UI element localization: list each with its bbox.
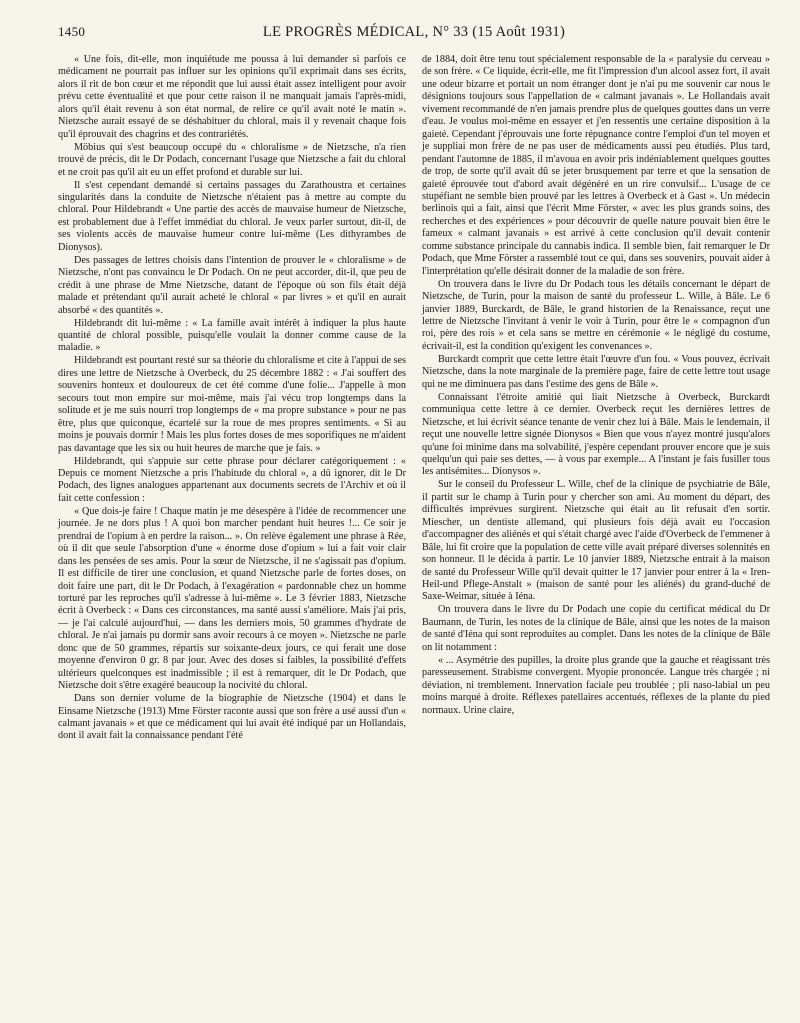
running-header	[58, 24, 770, 46]
paragraph: Hildebrandt, qui s'appuie sur cette phrase pour déclarer catégoriquement : « Depuis ce moment Nietzsche a pris l'habitude du chloral », a dû ignorer, dit le Dr Podach, des lignes analogues appartenant aux documents secrets de l'Archiv et où il fait cette confession :	[58, 455, 406, 504]
journal-title: LE PROGRÈS MÉDICAL, N° 33 (15 Août 1931)	[262, 24, 566, 40]
paragraph: « Une fois, dit-elle, mon inquiétude me poussa à lui demander si parfois ce médicament ne pourrait pas influer sur les opinions qu'il exprimait dans ses écrits, alors il rit de bon cœur et me répondit que lui aussi était assez intelligent pour avoir prévu cette éventualité et que pour cette raison il ne manquait jamais l'après-midi, alors qu'il était revenu à son état normal, de relire ce qu'il avait noté le matin ». Nietzsche aurait essayé de se déshabituer du chloral, mais il y revenait chaque fois qu'il éprouvait des chagrins et des contrariétés.	[58, 54, 406, 140]
paragraph: Sur le conseil du Professeur L. Wille, chef de la clinique de psychiatrie de Bâle, il partit sur le champ à Turin pour y chercher son ami. Au moment du départ, des difficultés imprévues surgirent. Nietzsche qui était au lit refusait d'en sortir. Miescher, un dentiste allemand, qui plusieurs fois déjà avait eu l'occasion d'accompagner des aliénés et qui s'était chargé avec l'aide d'Overbeck de l'emmener à Bâle, lui fit croire que la population de cette ville avait préparé diverses solennités en son honneur. Il le décida à partir. Le 10 janvier 1889, Nietzsche entrait à la maison de santé du Professeur Wille qu'il devait quitter le 17 janvier pour entrer à la « Iren-Heil-und Pflege-Anstalt » (maison de santé pour les aliénés) du grand-duché de Saxe-Weimar, située à Iéna.	[422, 479, 770, 603]
paragraph: Burckardt comprit que cette lettre était l'œuvre d'un fou. « Vous pouvez, écrivait Nietzsche, dans la note marginale de la première page, faire de cette lettre tout usage qui ne me diminuera pas dans l'estime des gens de Bâle ».	[422, 353, 770, 390]
paragraph: Hildebrandt dit lui-même : « La famille avait intérêt à indiquer la plus haute quantité de chloral possible, puisqu'elle voulait la donner comme cause de la maladie. »	[58, 317, 406, 354]
left-column	[58, 54, 406, 743]
paragraph: de 1884, doit être tenu tout spécialement responsable de la « paralysie du cerveau » de son frère. « Ce liquide, écrit-elle, me fit l'impression d'un alcool assez fort, il avait une odeur bizarre et portait un nom étranger dont je n'ai pu me souvenir car nous le désignions toujours sous l'appellation de « calmant javanais ». Le Hollandais avait vivement recommandé de n'en jamais prendre plus de quelques gouttes dans un verre d'eau. Je voulus moi-même en essayer et j'en ressentis une certaine disposition à la gaieté. Cependant j'éprouvais une forte répugnance contre l'emploi d'un tel moyen et je suppliai mon frère de ne pas user de médicaments aussi peu étudiés. Plus tard, pendant l'automne de 1885, il m'avoua en avoir pris indéniablement quelques gouttes de trop, de sorte qu'il avait dû se jeter brusquement par terre et que la sensation de gaieté éprouvée tout d'abord avait dégénéré en un rire convulsif... L'usage de ce stupéfiant ne semble bien prouvé par les lettres à Overbeck et à Gast ». Un médecin berlinois qui a fait, ainsi que l'écrit Mme Förster, « avec les plus grands soins, des recherches et des expériences » pour découvrir de quelle nature pouvait bien être le fameux « calmant javanais » est arrivé à cette conclusion qu'il devait contenir comme substance principale du cannabis indica. Il semble bien, fait remarquer le Dr Podach, que Mme Förster a rassemblé tout ce qui, dans ses souvenirs, pouvait aider à l'interprétation qu'elle désirait donner de la maladie de son frère.	[422, 54, 770, 277]
paragraph: Dans son dernier volume de la biographie de Nietzsche (1904) et dans le Einsame Nietzsche (1913) Mme Förster raconte aussi que son frère a usé aussi d'un « calmant javanais » et que ce médicament qui lui avait été indiqué par un Hollandais, dont il avait fait la connaissance pendant l'été	[58, 693, 406, 742]
page-number: 1450	[58, 24, 86, 39]
text-columns	[58, 54, 770, 743]
paragraph: Möbius qui s'est beaucoup occupé du « chloralisme » de Nietzsche, n'a rien trouvé de précis, dit le Dr Podach, concernant l'usage que Nietzsche a fait du chloral et ne croit pas qu'il ait eu un effet profond et durable sur lui.	[58, 141, 406, 178]
right-column	[422, 54, 770, 743]
paragraph: On trouvera dans le livre du Dr Podach tous les détails concernant le départ de Nietzsche, de Turin, pour la maison de santé du professeur L. Wille, à Bâle. Le 6 janvier 1889, Burckardt, de Bâle, le grand historien de la Renaissance, reçut une lettre de Nietzsche l'invitant à venir le voir à Turin, pour être le « compagnon d'un roi, père des rois » et cela sans se mettre en cérémonie « le négligé du costume, écrivait-il, est la condition qu'exigent les convenances ».	[422, 278, 770, 352]
paragraph: Hildebrandt est pourtant resté sur sa théorie du chloralisme et cite à l'appui de ses dires une lettre de Nietzsche à Overbeck, du 25 décembre 1882 : « J'ai souffert des souvenirs honteux et douloureux de cet été comme d'une folie... J'appelle à mon secours tout mon empire sur moi-même, mais j'ai vécu trop longtemps dans la solitude et je me suis nourri trop longtemps de « ma propre substance » pour ne pas être, plus que quiconque, écartelé sur la roue de mes propres sentiments. « Si au moins je pouvais dormir ! Mais les plus fortes doses de mes soporifiques ne m'aident pas davantage que les six ou huit heures de marche que je fais. »	[58, 355, 406, 454]
paragraph: « Que dois-je faire ! Chaque matin je me désespère à l'idée de recommencer une journée. Je ne dors plus ! A quoi bon marcher pendant huit heures !... Ce soir je prendrai de l'opium à en perdre la raison... ». On relève également une phrase à Rée, où il dit que seule l'absorption d'une « énorme dose d'opium » lui a fait voir clair dans les pensées de ses amis. Pour la sœur de Nietzsche, il ne s'agissait pas d'opium. Il est difficile de tirer une conclusion, et quand Nietzsche parle de fortes doses, on doit faire une part, dit le Dr Podach, à l'exagération « pardonnable chez un homme torturé par les reproches qu'il s'adresse à lui-même ». Le 3 février 1883, Nietzsche écrit à Overbeck : « Dans ces circonstances, ma santé aussi s'améliore. Mais j'ai pris, — je l'ai calculé aujourd'hui, — dans les derniers mois, 50 grammes d'hydrate de chloral. Je n'ai jamais pu dormir sans avoir recours à ce moyen ». Nietzsche ne parle donc que de 50 grammes, répartis sur soixante-deux jours, ce qui ferait une dose moyenne d'environ 0 gr. 8 par jour. Avec des doses si faibles, la possibilité d'effets ultérieurs quelconques est inadmissible ; il est à remarquer, dit le Dr Podach, que Nietzsche doit s'être exagéré beaucoup la nocivité du chloral.	[58, 505, 406, 692]
paragraph: Des passages de lettres choisis dans l'intention de prouver le « chloralisme » de Nietzsche, n'ont pas convaincu le Dr Podach. On ne peut accorder, dit-il, que peu de crédit à une phrase de Mme Nietzsche, datant de l'époque où son fils était déjà malade et prétendant qu'il aurait acheté le chloral « par livres » et qu'il en aurait absorbé « des quantités ».	[58, 254, 406, 316]
paragraph: On trouvera dans le livre du Dr Podach une copie du certificat médical du Dr Baumann, de Turin, les notes de la clinique de Bâle, ainsi que les notes de la maison de santé d'Iéna qui sont reproduites au complet. Dans les notes de la clinique de Bâle on lit notamment :	[422, 604, 770, 653]
paragraph: Il s'est cependant demandé si certains passages du Zarathoustra et certaines singularités dans la conduite de Nietzsche n'étaient pas à mettre au compte du chloral. Pour Hildebrandt « Une partie des accès de mauvaise humeur de Nietzsche, est probablement due à l'effet immédiat du chloral. Je veux parler surtout, dit-il, de ses violents accès de mauvaise humeur contre lui-même (Les dithyrambes de Dionysos).	[58, 179, 406, 253]
quoted-paragraph: « ... Asymétrie des pupilles, la droite plus grande que la gauche et réagissant très paresseusement. Strabisme convergent. Myopie prononcée. Langue très chargée ; ni déviation, ni tremblement. Innervation faciale peu troublée ; pli naso-labial un peu moins marqué à droite. Réflexes patellaires accentués, réflexes de la plante du pied normaux. Urine claire,	[422, 654, 770, 716]
paragraph: Connaissant l'étroite amitié qui liait Nietzsche à Overbeck, Burckardt communiqua cette lettre à ce dernier. Overbeck reçut les dernières lettres de Nietzsche, et lui écrivit séance tenante de venir chez lui à Bâle. Mais le lendemain, il reçut une nouvelle lettre signée Dionysos « Bien que vous n'ayez montré jusqu'alors qu'une foi minime dans ma solvabilité, j'espère cependant prouver encore que je suis quelqu'un qui paie ses dettes, — à vous par exemple... A l'instant je fais fusiller tous les antisémites... Dionysos ».	[422, 391, 770, 478]
